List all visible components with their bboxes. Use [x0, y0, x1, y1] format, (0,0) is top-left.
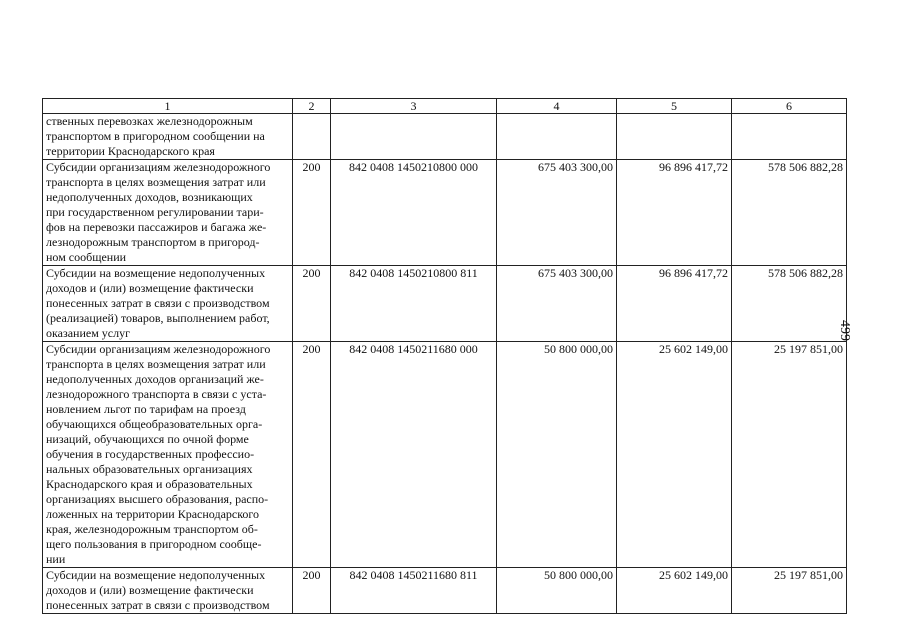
column-number-1: 1 [43, 99, 293, 114]
row-unexecuted-amount: 25 197 851,00 [732, 342, 847, 568]
row-approved-amount [497, 114, 617, 160]
column-number-3: 3 [331, 99, 497, 114]
column-number-4: 4 [497, 99, 617, 114]
table-row [43, 342, 847, 568]
row-unexecuted-amount: 578 506 882,28 [732, 266, 847, 342]
row-unexecuted-amount [732, 114, 847, 160]
row-executed-amount: 25 602 149,00 [617, 342, 732, 568]
page-number: 499 [837, 320, 852, 341]
row-description: ственных перевозках железнодорожным транспортом в пригородном сообщении на территории Краснодарского края [43, 114, 293, 160]
row-executed-amount: 96 896 417,72 [617, 160, 732, 266]
table-row [43, 568, 847, 614]
row-approved-amount: 50 800 000,00 [497, 342, 617, 568]
budget-execution-table [42, 98, 847, 614]
row-approved-amount: 675 403 300,00 [497, 160, 617, 266]
column-number-header-row [43, 99, 847, 114]
row-kbk [331, 114, 497, 160]
row-code: 200 [293, 568, 331, 614]
row-kbk: 842 0408 1450211680 811 [331, 568, 497, 614]
row-description: Субсидии организациям железнодорожного транспорта в целях возмещения затрат или недополученных доходов организаций же- лезнодорожного транспорта в связи с уста- новлением льгот по тарифам на проезд обучающихся общеобразовательных орга- низаций, обучающихся по очной форме обучения в государственных профессио- нальных образовательных организациях Краснодарского края и образовательных организациях высшего образования, распо- ложенных на территории Краснодарского края, железнодорожным транспортом об- щего пользования в пригородном сообще- нии [43, 342, 293, 568]
row-code: 200 [293, 160, 331, 266]
row-unexecuted-amount: 578 506 882,28 [732, 160, 847, 266]
column-number-6: 6 [732, 99, 847, 114]
row-approved-amount: 675 403 300,00 [497, 266, 617, 342]
row-unexecuted-amount: 25 197 851,00 [732, 568, 847, 614]
row-kbk: 842 0408 1450210800 811 [331, 266, 497, 342]
table-row [43, 114, 847, 160]
column-number-5: 5 [617, 99, 732, 114]
row-kbk: 842 0408 1450211680 000 [331, 342, 497, 568]
row-approved-amount: 50 800 000,00 [497, 568, 617, 614]
row-kbk: 842 0408 1450210800 000 [331, 160, 497, 266]
table-row [43, 160, 847, 266]
row-executed-amount: 96 896 417,72 [617, 266, 732, 342]
row-description: Субсидии на возмещение недополученных доходов и (или) возмещение фактически понесенных затрат в связи с производством [43, 568, 293, 614]
column-number-2: 2 [293, 99, 331, 114]
row-description: Субсидии на возмещение недополученных доходов и (или) возмещение фактически понесенных затрат в связи с производством (реализацией) товаров, выполнением работ, оказанием услуг [43, 266, 293, 342]
row-executed-amount [617, 114, 732, 160]
table-row [43, 266, 847, 342]
row-code: 200 [293, 266, 331, 342]
row-description: Субсидии организациям железнодорожного транспорта в целях возмещения затрат или недополученных доходов, возникающих при государственном регулировании тари- фов на перевозки пассажиров и багажа же- лезнодорожным транспортом в пригород- ном сообщении [43, 160, 293, 266]
row-code [293, 114, 331, 160]
row-code: 200 [293, 342, 331, 568]
row-executed-amount: 25 602 149,00 [617, 568, 732, 614]
